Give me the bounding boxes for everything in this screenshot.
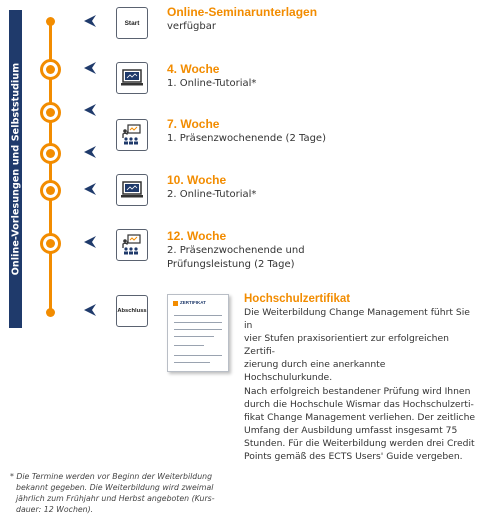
step-desc: 2. Online-Tutorial*: [167, 189, 257, 200]
certificate-line: [174, 345, 204, 346]
abschluss-box-icon: [116, 295, 148, 327]
arrow-left-icon: [83, 235, 97, 249]
timeline-node: [40, 102, 61, 123]
sidebar-band: [9, 10, 22, 328]
step-desc: 1. Präsenzwochenende (2 Tage): [167, 133, 326, 144]
arrow-left-icon: [83, 303, 97, 317]
step-desc: 2. Präsenzwochenende und: [167, 245, 305, 256]
arrow-left-icon: [83, 14, 97, 28]
footnote: [10, 471, 235, 515]
step-desc: verfügbar: [167, 21, 216, 32]
step-week-7: [167, 117, 326, 146]
certificate-title: Hochschulzertifikat: [244, 293, 351, 305]
timeline-node: [40, 233, 61, 254]
step-desc: Prüfungsleistung (2 Tage): [167, 259, 295, 270]
arrow-left-icon: [83, 103, 97, 117]
step-week-4: [167, 62, 256, 91]
timeline-node: [40, 180, 61, 201]
timeline-dot: [46, 308, 55, 317]
certificate-line: [174, 329, 222, 330]
step-title: 12. Woche: [167, 229, 227, 243]
certificate-accent-square: [173, 301, 178, 306]
step-desc: 1. Online-Tutorial*: [167, 78, 257, 89]
arrow-left-icon: [83, 182, 97, 196]
certificate-line-text: Die Weiterbildung Change Management führt Sie in: [244, 307, 470, 332]
start-box-label: Start: [124, 19, 140, 27]
footnote-line: dauer: 12 Wochen).: [16, 505, 94, 514]
timeline-node: [40, 59, 61, 80]
certificate-body: [244, 306, 476, 463]
certificate-line-text: Umfang der Ausbildung umfasst insgesamt 75: [244, 424, 458, 436]
certificate-block: [244, 292, 476, 463]
step-title: 10. Woche: [167, 173, 227, 187]
laptop-icon: [116, 174, 148, 206]
laptop-icon: [116, 62, 148, 94]
certificate-line: [174, 336, 214, 337]
step-title: 4. Woche: [167, 62, 220, 76]
footnote-line: bekannt gegeben. Die Weiterbildung wird zweimal: [16, 483, 214, 492]
certificate-line-text: Stunden. Für die Weiterbildung werden drei Credit: [244, 437, 475, 449]
footnote-line: jährlich zum Frühjahr und Herbst angeboten (Kurs-: [16, 494, 215, 503]
certificate-line: [174, 315, 222, 316]
certificate-doc-label: ZERTIFIKAT: [180, 300, 206, 305]
footnote-line: * Die Termine werden vor Beginn der Weiterbildung: [10, 472, 213, 481]
step-title: Online-Seminarunterlagen: [167, 5, 318, 19]
certificate-line-text: Nach erfolgreich bestandener Prüfung wird Ihnen: [244, 385, 471, 397]
certificate-line: [174, 322, 222, 323]
presentation-audience-icon: [116, 229, 148, 261]
certificate-line-text: durch die Hochschule Wismar das Hochschulzerti-: [244, 398, 474, 410]
start-box-icon: [116, 7, 148, 39]
certificate-line-text: fikat Change Management verliehen. Der zeitliche: [244, 411, 476, 423]
abschluss-box-label: Abschluss: [117, 308, 147, 314]
arrow-left-icon: [83, 61, 97, 75]
step-title: 7. Woche: [167, 117, 220, 131]
step-week-12: [167, 229, 305, 272]
timeline-node: [40, 143, 61, 164]
step-week-10: [167, 173, 256, 202]
certificate-line: [174, 355, 222, 356]
certificate-line-text: vier Stufen praxisorientiert zur erfolgreichen Zertifi-: [244, 333, 449, 358]
certificate-document-icon: [167, 294, 229, 372]
step-start: [167, 5, 317, 34]
certificate-line-text: Points gemäß des ECTS Users' Guide vergeben.: [244, 451, 463, 463]
timeline-dot: [46, 17, 55, 26]
certificate-line: [174, 362, 210, 363]
arrow-left-icon: [83, 145, 97, 159]
certificate-line-text: zierung durch eine anerkannte Hochschulurkunde.: [244, 359, 386, 384]
presentation-audience-icon: [116, 119, 148, 151]
sidebar-label: Online-Vorlesungen und Selbststudium: [10, 62, 21, 276]
